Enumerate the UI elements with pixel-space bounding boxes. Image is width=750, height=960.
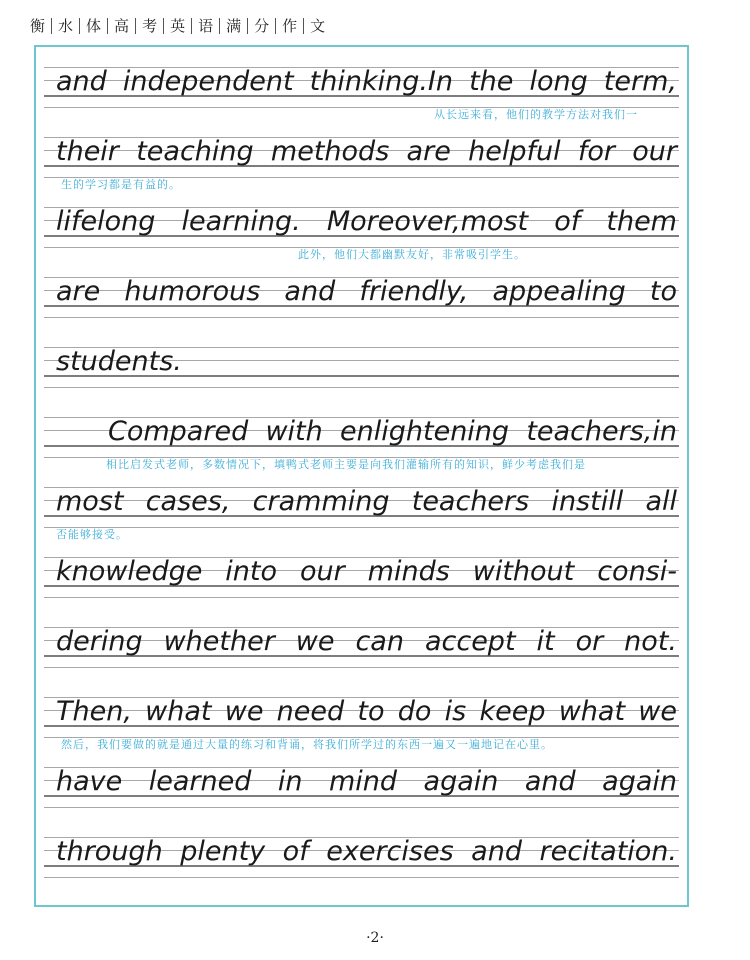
chinese-translation: 此外，他们大都幽默友好，非常吸引学生。 xyxy=(298,248,526,261)
chinese-translation: 然后，我们要做的就是通过大量的练习和背诵，将我们所学过的东西一遍又一遍地记在心里。 xyxy=(61,738,553,751)
book-title-header xyxy=(30,18,331,34)
english-handwriting-line: knowledge into our minds without consi- xyxy=(56,556,677,587)
english-handwriting-line: most cases, cramming teachers instill all xyxy=(56,486,677,517)
header-char: 高 xyxy=(108,18,136,34)
writing-line xyxy=(36,761,687,831)
english-handwriting-line: have learned in mind again and again xyxy=(56,766,677,797)
english-handwriting-line: are humorous and friendly, appealing to xyxy=(56,276,677,307)
chinese-translation: 否能够接受。 xyxy=(56,528,128,541)
writing-line xyxy=(36,481,687,551)
english-handwriting-line: students. xyxy=(56,346,182,377)
writing-line xyxy=(36,621,687,691)
english-handwriting-line: their teaching methods are helpful for our xyxy=(56,136,677,167)
writing-line xyxy=(36,691,687,761)
ruled-line xyxy=(44,877,679,878)
writing-line xyxy=(36,201,687,271)
ruled-line xyxy=(44,527,679,528)
english-handwriting-line: lifelong learning. Moreover,most of them xyxy=(56,206,677,237)
ruled-line xyxy=(44,667,679,668)
header-char: 语 xyxy=(192,18,220,34)
english-handwriting-line: through plenty of exercises and recitation. xyxy=(56,836,677,867)
ruled-line xyxy=(44,807,679,808)
page-number: ·2· xyxy=(366,930,384,946)
header-char: 满 xyxy=(220,18,248,34)
writing-line xyxy=(36,61,687,131)
english-handwriting-line: and independent thinking.In the long term, xyxy=(56,66,677,97)
header-char: 作 xyxy=(276,18,304,34)
header-char: 文 xyxy=(310,17,326,35)
ruled-line xyxy=(44,317,679,318)
writing-line xyxy=(36,411,687,481)
writing-line xyxy=(36,831,687,901)
header-char: 分 xyxy=(248,18,276,34)
english-handwriting-line: Then, what we need to do is keep what we xyxy=(56,696,677,727)
ruled-line xyxy=(44,387,679,388)
writing-line xyxy=(36,551,687,621)
header-char: 水 xyxy=(52,18,80,34)
header-char: 英 xyxy=(164,18,192,34)
writing-line xyxy=(36,341,687,411)
header-char: 考 xyxy=(136,18,164,34)
header-char: 衡 xyxy=(30,18,52,34)
english-handwriting-line: dering whether we can accept it or not. xyxy=(56,626,677,657)
writing-line xyxy=(36,271,687,341)
chinese-translation: 生的学习都是有益的。 xyxy=(61,178,181,191)
english-handwriting-line: Compared with enlightening teachers,in xyxy=(108,416,677,447)
ruled-line xyxy=(44,597,679,598)
writing-frame xyxy=(34,45,689,907)
chinese-translation: 相比启发式老师，多数情况下，填鸭式老师主要是向我们灌输所有的知识，鲜少考虑我们是 xyxy=(106,458,586,471)
chinese-translation: 从长远来看，他们的教学方法对我们一 xyxy=(434,108,638,121)
writing-line xyxy=(36,131,687,201)
header-char: 体 xyxy=(80,18,108,34)
